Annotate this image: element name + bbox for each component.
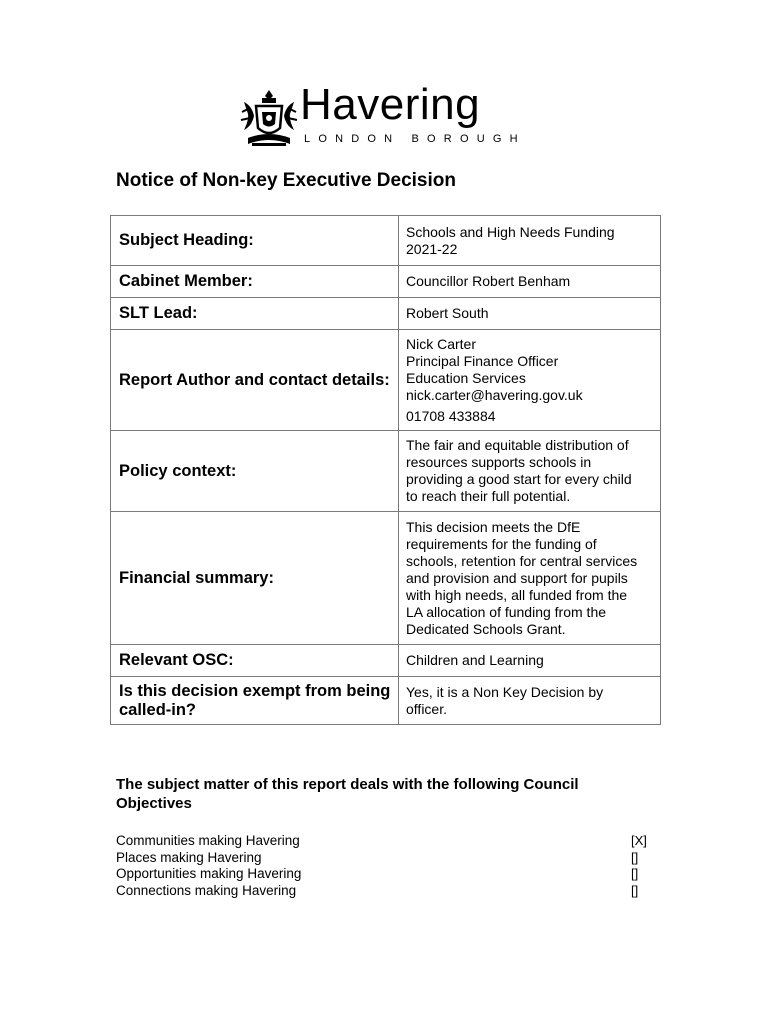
objective-mark: [X]	[631, 833, 647, 848]
objective-label: Places making Havering	[116, 849, 262, 865]
row-value	[399, 298, 661, 330]
list-item	[116, 833, 666, 850]
value-line: Robert South	[406, 305, 489, 321]
value-line: resources supports schools in	[406, 454, 592, 470]
value-line: 2021-22	[406, 240, 458, 257]
author-phone: 01708 433884	[406, 407, 496, 424]
objective-mark: []	[631, 849, 639, 865]
objectives-list	[116, 833, 666, 900]
table-row	[111, 645, 661, 677]
table-row	[111, 298, 661, 330]
value-line: providing a good start for every child	[406, 471, 632, 487]
objective-label: Connections making Havering	[116, 883, 297, 899]
logo-wordmark: Havering	[300, 80, 481, 129]
value-line: to reach their full potential.	[406, 488, 571, 504]
row-value	[399, 512, 661, 645]
value-line: nick.carter@havering.gov.uk	[406, 386, 583, 403]
row-label: Subject Heading:	[111, 216, 399, 266]
value-line: schools, retention for central services	[406, 552, 638, 569]
value-line: Principal Finance Officer	[406, 352, 559, 369]
objective-mark: []	[631, 883, 639, 899]
table-row	[111, 330, 661, 431]
value-line: Yes, it is a Non Key Decision by	[406, 683, 604, 700]
row-value	[399, 431, 661, 512]
list-item	[116, 883, 666, 900]
row-label: SLT Lead:	[111, 298, 399, 330]
table-row	[111, 512, 661, 645]
row-value	[399, 645, 661, 677]
table-row	[111, 677, 661, 725]
row-label: Report Author and contact details:	[111, 330, 399, 431]
row-value	[399, 330, 661, 431]
value-line: The fair and equitable distribution of	[406, 437, 629, 453]
havering-logo	[240, 80, 530, 150]
row-value	[399, 216, 661, 266]
value-line: officer.	[406, 700, 447, 717]
value-line: Nick Carter	[406, 335, 477, 352]
row-label: Financial summary:	[111, 512, 399, 645]
value-line: and provision and support for pupils	[406, 569, 628, 586]
value-line: Councillor Robert Benham	[406, 273, 571, 289]
list-item	[116, 850, 666, 867]
objectives-heading: The subject matter of this report deals with the following Council Objectives	[116, 776, 579, 812]
objective-mark: []	[631, 866, 639, 882]
value-line: Education Services	[406, 369, 526, 386]
table-row	[111, 216, 661, 266]
value-line: Children and Learning	[406, 652, 544, 668]
row-value	[399, 677, 661, 725]
row-label: Policy context:	[111, 431, 399, 512]
table-row	[111, 431, 661, 512]
table-row	[111, 266, 661, 298]
objective-label: Communities making Havering	[116, 833, 300, 848]
value-line: requirements for the funding of	[406, 535, 597, 552]
list-item	[116, 866, 666, 883]
row-value	[399, 266, 661, 298]
row-label: Cabinet Member:	[111, 266, 399, 298]
objective-label: Opportunities making Havering	[116, 866, 302, 882]
logo-subtitle: LONDON BOROUGH	[304, 133, 526, 145]
borough-crest-icon	[240, 88, 298, 148]
row-label: Is this decision exempt from being called-in?	[111, 677, 399, 725]
value-line: Dedicated Schools Grant.	[406, 620, 566, 637]
page-title: Notice of Non-key Executive Decision	[116, 170, 456, 191]
decision-table	[110, 215, 661, 725]
value-line: This decision meets the DfE	[406, 518, 581, 535]
value-line: with high needs, all funded from the	[406, 586, 628, 603]
row-label: Relevant OSC:	[111, 645, 399, 677]
value-line: LA allocation of funding from the	[406, 603, 607, 620]
value-line: Schools and High Needs Funding	[406, 223, 615, 240]
